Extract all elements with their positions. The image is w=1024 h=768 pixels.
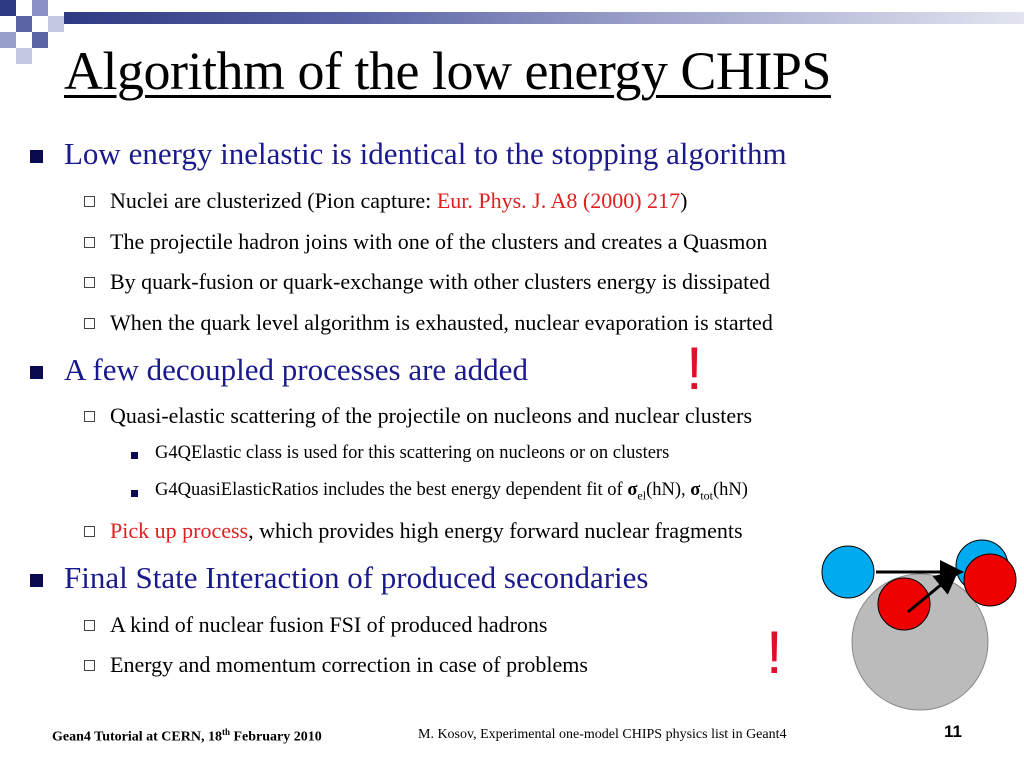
bullet-box-icon [84,526,95,537]
bullet-box-icon [84,411,95,422]
sigma-symbol: σ [690,480,701,500]
bullet-small-square-icon [131,452,138,459]
bullet-3: Final State Interaction of produced secondaries [64,560,649,595]
bullet-box-icon [84,277,95,288]
sub-text: (hN), [646,480,691,500]
sub-text: , which provides high energy forward nuclear fragments [248,518,743,543]
bullet-box-icon [84,318,95,329]
bullet-3-sub-2: Energy and momentum correction in case of problems [110,652,588,677]
footer-author: M. Kosov, Experimental one-model CHIPS physics list in Geant4 [418,727,787,742]
page-number: 11 [944,722,962,741]
title-gradient-bar [64,12,1024,24]
bullet-box-icon [84,196,95,207]
bullet-box-icon [84,620,95,631]
footer-sup: th [221,727,230,737]
pickup-process-label: Pick up process [110,518,249,543]
bullet-square-icon [30,366,43,379]
bullet-2-sub-2 [110,518,743,544]
exclamation-mark: ! [766,619,783,686]
sub-text: ) [680,188,688,213]
bullet-1-sub-1 [110,188,687,214]
bullet-2-sub-1: Quasi-elastic scattering of the projectile on nucleons and nuclear clusters [110,403,753,428]
subscript-el: el [637,488,647,503]
footer-text: Gean4 Tutorial at CERN, 18 [52,729,222,745]
bullet-1-sub-4: When the quark level algorithm is exhausted, nuclear evaporation is started [110,310,773,335]
bullet-box-icon [84,660,95,671]
pickup-process-diagram [816,536,1024,712]
bullet-1-sub-3: By quark-fusion or quark-exchange with other clusters energy is dissipated [110,269,771,294]
bullet-2-sub-1-item-2 [155,480,748,504]
bullet-square-icon [30,150,43,163]
subscript-tot: tot [700,488,714,503]
bullet-box-icon [84,237,95,248]
bullet-small-square-icon [131,490,138,497]
bullet-2-sub-1-item-1: G4QElastic class is used for this scattering on nucleons or on clusters [155,443,670,463]
sub-text: Nuclei are clusterized (Pion capture: [110,188,437,213]
bullet-3-sub-1: A kind of nuclear fusion FSI of produced hadrons [110,612,548,637]
sub-text: G4QuasiElasticRatios includes the best energy dependent fit of [155,480,628,500]
projectile-hadron-circle [822,546,874,598]
footer-text: February 2010 [229,729,322,745]
bullet-square-icon [30,574,43,587]
reference-link: Eur. Phys. J. A8 (2000) 217 [436,188,681,213]
bullet-1-sub-2: The projectile hadron joins with one of the clusters and creates a Quasmon [110,229,768,254]
footer-event [52,727,322,746]
bullet-2: A few decoupled processes are added [64,352,528,387]
exclamation-mark: ! [686,335,703,402]
bullet-1: Low energy inelastic is identical to the stopping algorithm [64,136,787,171]
slide-title: Algorithm of the low energy CHIPS [64,41,831,101]
sigma-symbol: σ [627,480,638,500]
cluster-circle [878,578,930,630]
sub-text: (hN) [713,480,748,500]
outgoing-cluster-circle [964,554,1016,606]
